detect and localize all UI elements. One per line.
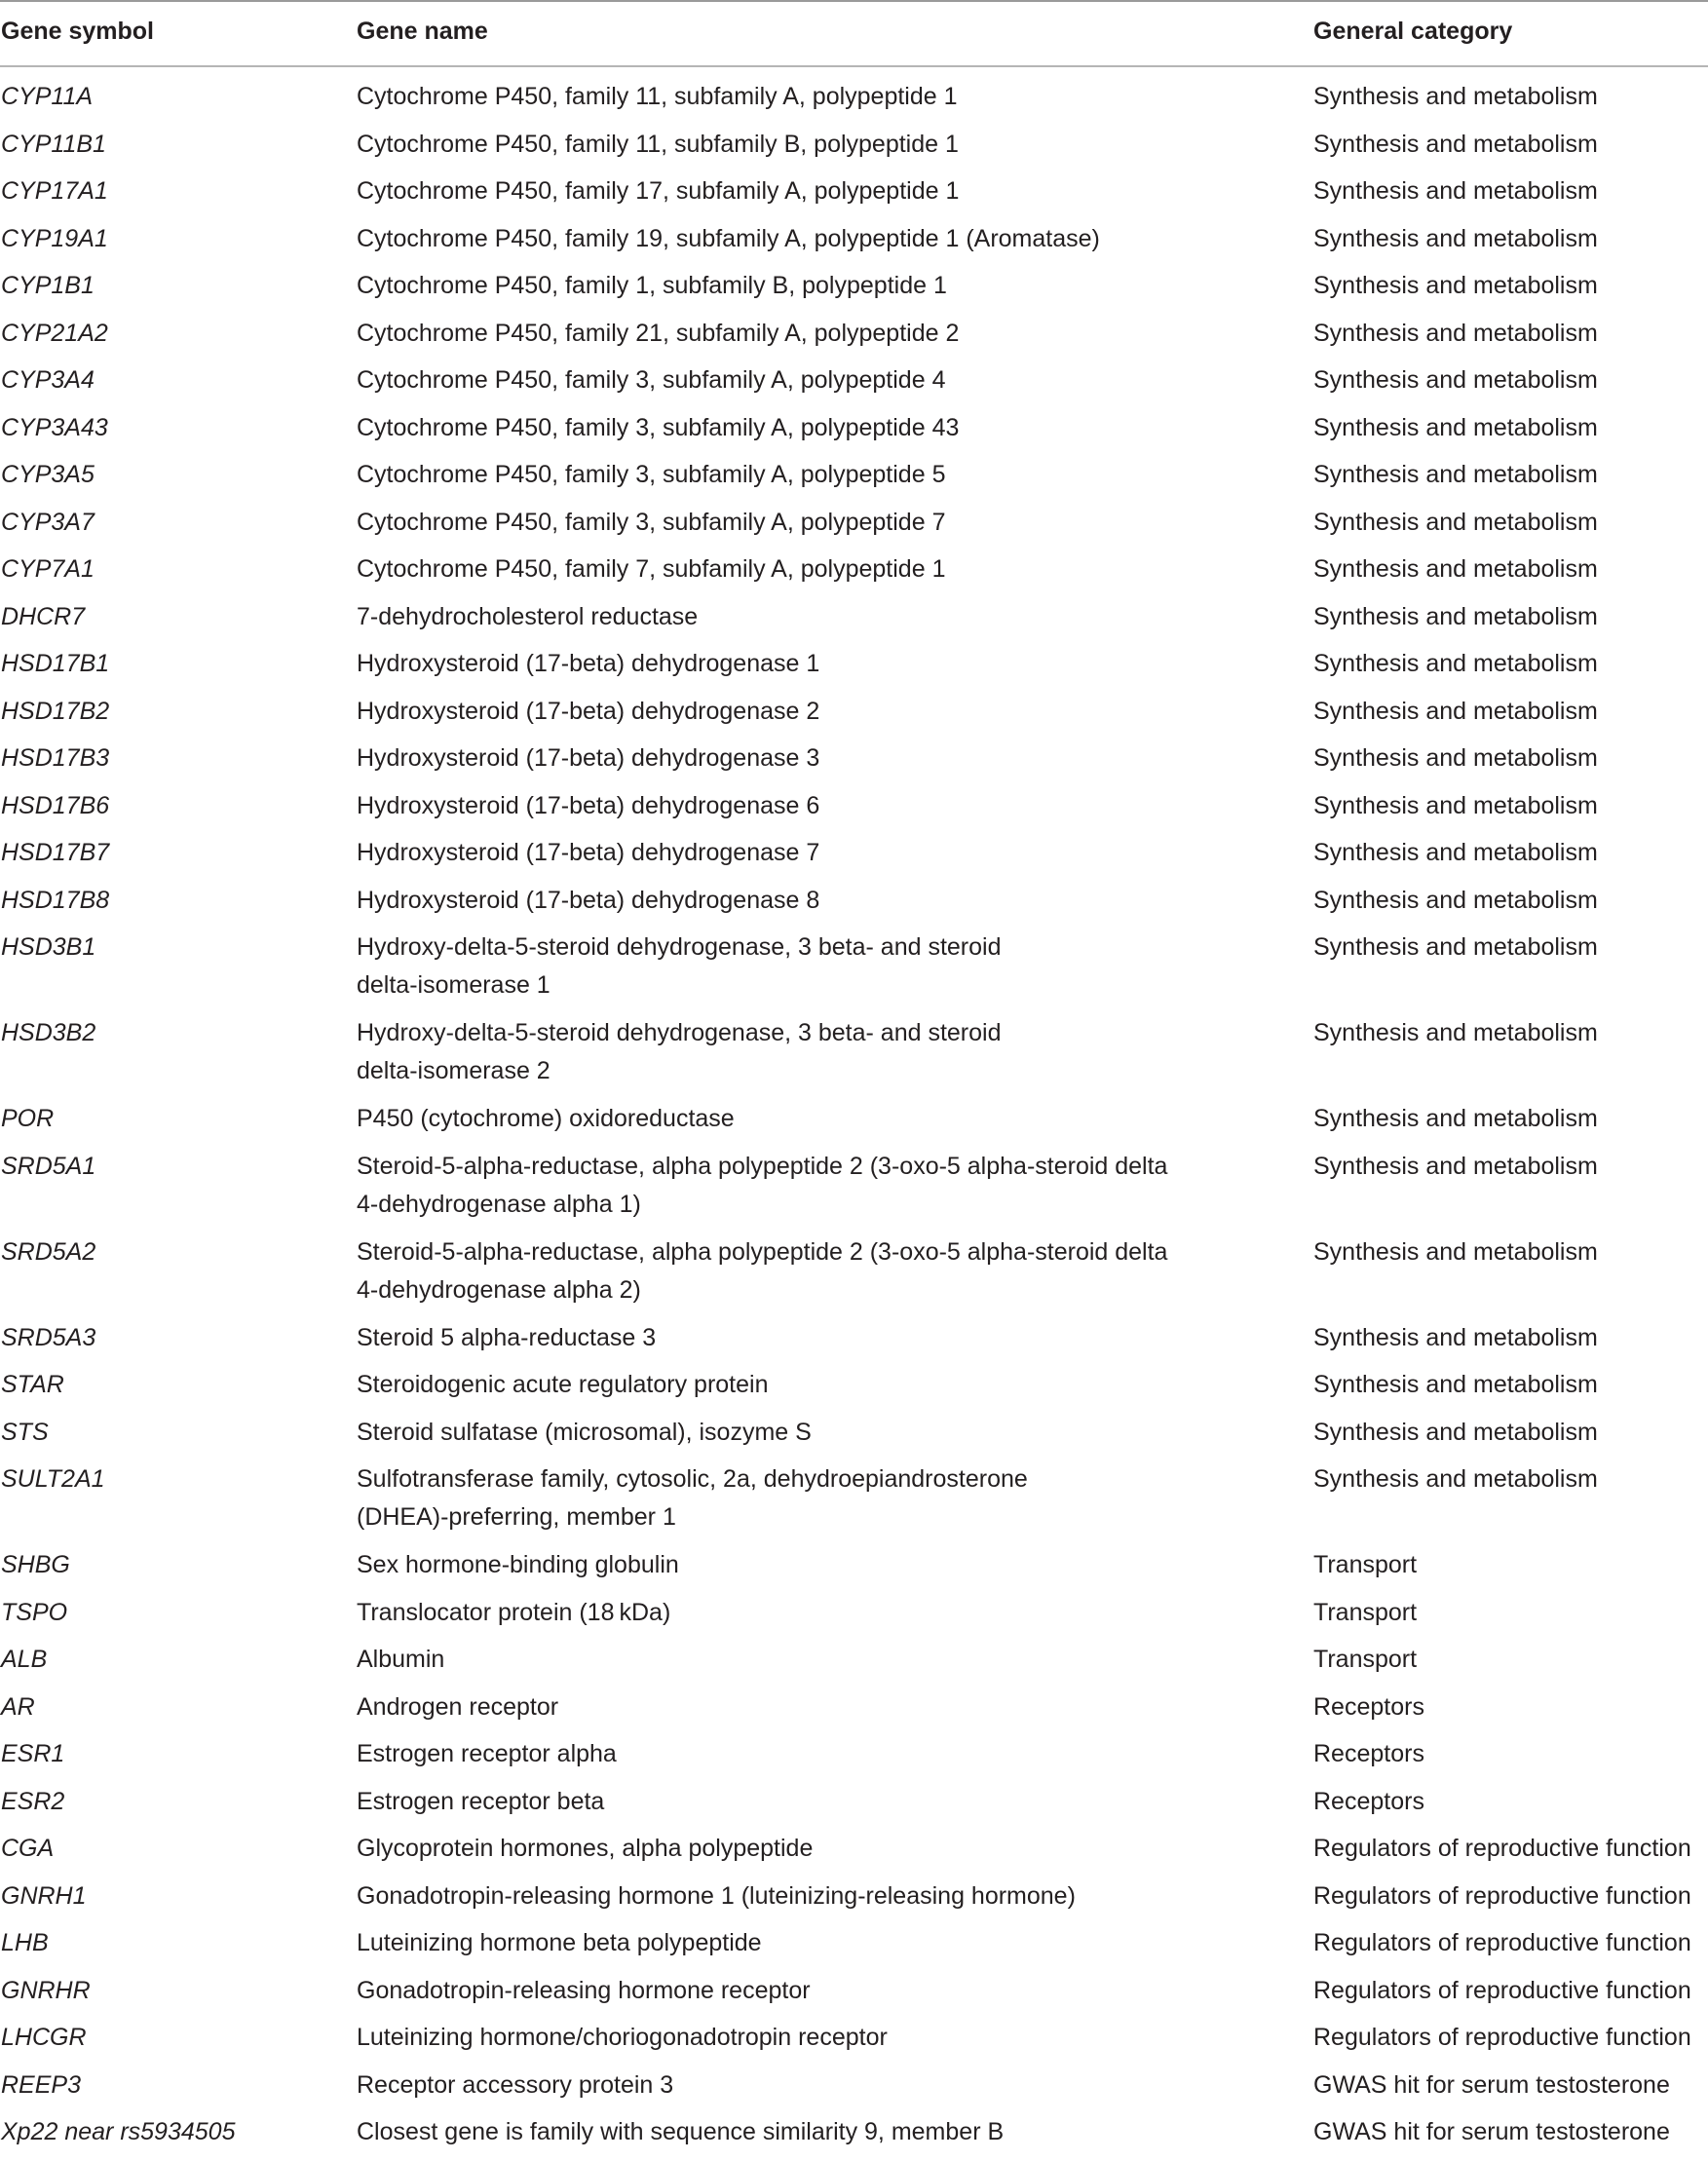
gene-name-line: Hydroxysteroid (17-beta) dehydrogenase 2 — [357, 697, 820, 725]
gene-name-line: Hydroxysteroid (17-beta) dehydrogenase 3 — [357, 744, 820, 772]
gene-name-line: Cytochrome P450, family 7, subfamily A, polypeptide 1 — [357, 555, 946, 583]
gene-symbol-cell: DHCR7 — [1, 602, 86, 630]
gene-symbol-cell: TSPO — [1, 1598, 68, 1626]
gene-name-line: Luteinizing hormone beta polypeptide — [357, 1929, 762, 1956]
gene-name-line: Receptor accessory protein 3 — [357, 2070, 674, 2099]
table-row — [0, 1641, 1708, 1688]
table-row — [0, 267, 1708, 315]
table-row — [0, 220, 1708, 268]
gene-name-line: Cytochrome P450, family 19, subfamily A, polypeptide 1 (Aromatase) — [357, 224, 1100, 252]
table-row — [0, 1366, 1708, 1414]
general-category-cell: Transport — [1313, 1551, 1418, 1578]
table-row — [0, 693, 1708, 740]
general-category-cell: Synthesis and metabolism — [1313, 413, 1598, 441]
table-row — [0, 1972, 1708, 2020]
table-row — [0, 315, 1708, 362]
gene-symbol-cell: ESR2 — [1, 1787, 65, 1815]
general-category-cell: Transport — [1313, 1598, 1418, 1626]
general-category-cell: Synthesis and metabolism — [1313, 83, 1598, 110]
gene-symbol-cell: CYP3A5 — [1, 461, 95, 488]
table-row — [0, 739, 1708, 787]
gene-symbol-cell: GNRH1 — [1, 1881, 87, 1910]
gene-symbol-cell: LHB — [1, 1929, 49, 1956]
general-category-cell: Synthesis and metabolism — [1313, 555, 1598, 583]
gene-symbol-cell: HSD17B1 — [1, 650, 110, 677]
table-row — [0, 929, 1708, 1014]
gene-name-line: Gonadotropin-releasing hormone 1 (luteinizing-releasing hormone) — [357, 1881, 1076, 1910]
gene-symbol-cell: HSD17B7 — [1, 839, 110, 866]
general-category-cell: Synthesis and metabolism — [1313, 791, 1598, 819]
table-row — [0, 1319, 1708, 1367]
table-row — [0, 645, 1708, 693]
gene-name-line: Cytochrome P450, family 1, subfamily B, polypeptide 1 — [357, 272, 947, 299]
general-category-cell: Synthesis and metabolism — [1313, 1019, 1598, 1046]
gene-name-line: Albumin — [357, 1646, 445, 1673]
table-row — [0, 1014, 1708, 1100]
gene-name-cell — [357, 1319, 1234, 1357]
gene-name-cell — [357, 1972, 1234, 2010]
gene-name-line: Hydroxy-delta-5-steroid dehydrogenase, 3 beta- and steroid — [357, 933, 1002, 961]
gene-name-line: delta-isomerase 2 — [357, 1057, 550, 1084]
general-category-cell: GWAS hit for serum testosterone — [1313, 2070, 1670, 2099]
gene-name-cell — [357, 1233, 1234, 1309]
general-category-cell: Synthesis and metabolism — [1313, 224, 1598, 252]
gene-symbol-cell: STAR — [1, 1371, 64, 1398]
general-category-cell: Synthesis and metabolism — [1313, 1371, 1598, 1398]
gene-name-cell — [357, 929, 1234, 1005]
header-gene-name: Gene name — [357, 18, 488, 45]
gene-symbol-cell: REEP3 — [1, 2070, 81, 2099]
general-category-cell: Regulators of reproductive function — [1313, 1881, 1691, 1910]
gene-name-line: Cytochrome P450, family 3, subfamily A, polypeptide 4 — [357, 366, 946, 394]
gene-name-line: delta-isomerase 1 — [357, 971, 550, 999]
table-row — [0, 504, 1708, 551]
gene-symbol-cell: AR — [1, 1692, 35, 1721]
general-category-cell: Synthesis and metabolism — [1313, 1237, 1598, 1266]
gene-name-cell — [357, 220, 1234, 258]
table-row — [0, 882, 1708, 929]
general-category-cell: Transport — [1313, 1646, 1418, 1673]
gene-symbol-cell: CYP1B1 — [1, 272, 95, 299]
gene-name-line: Hydroxysteroid (17-beta) dehydrogenase 6 — [357, 791, 820, 819]
table-row — [0, 361, 1708, 409]
general-category-cell: Synthesis and metabolism — [1313, 1152, 1598, 1180]
general-category-cell: Synthesis and metabolism — [1313, 933, 1598, 961]
gene-symbol-cell: SULT2A1 — [1, 1465, 105, 1493]
gene-name-cell — [357, 1830, 1234, 1868]
gene-name-line: Steroid-5-alpha-reductase, alpha polypeptide 2 (3-oxo-5 alpha-steroid delta — [357, 1152, 1168, 1180]
gene-name-line: Sex hormone-binding globulin — [357, 1551, 679, 1578]
gene-name-cell — [357, 550, 1234, 588]
gene-symbol-cell: GNRHR — [1, 1976, 91, 2004]
gene-name-cell — [357, 693, 1234, 731]
table-row — [0, 787, 1708, 835]
general-category-cell: GWAS hit for serum testosterone — [1313, 2118, 1670, 2145]
table-row — [0, 1100, 1708, 1148]
gene-name-line: Closest gene is family with sequence similarity 9, member B — [357, 2118, 1005, 2145]
gene-name-line: Luteinizing hormone/choriogonadotropin receptor — [357, 2024, 888, 2051]
gene-name-line: Glycoprotein hormones, alpha polypeptide — [357, 1835, 814, 1862]
gene-symbol-cell: CYP21A2 — [1, 319, 108, 347]
gene-name-line: Estrogen receptor alpha — [357, 1740, 617, 1767]
gene-name-cell — [357, 361, 1234, 399]
table-row — [0, 409, 1708, 457]
gene-symbol-cell: ALB — [1, 1646, 48, 1673]
general-category-cell: Receptors — [1313, 1787, 1424, 1815]
table-row — [0, 1735, 1708, 1783]
gene-name-line: Steroid-5-alpha-reductase, alpha polypeptide 2 (3-oxo-5 alpha-steroid delta — [357, 1237, 1168, 1266]
gene-name-line: Translocator protein (18 kDa) — [357, 1598, 671, 1626]
gene-symbol-cell: STS — [1, 1418, 49, 1446]
table-row — [0, 834, 1708, 882]
gene-name-cell — [357, 2113, 1234, 2151]
general-category-cell: Synthesis and metabolism — [1313, 1323, 1598, 1351]
gene-name-cell — [357, 315, 1234, 353]
gene-name-line: 4-dehydrogenase alpha 2) — [357, 1275, 641, 1304]
gene-name-cell — [357, 1735, 1234, 1773]
gene-name-cell — [357, 1100, 1234, 1138]
table-row — [0, 1414, 1708, 1461]
gene-symbol-cell: CYP17A1 — [1, 177, 108, 205]
gene-name-cell — [357, 504, 1234, 542]
gene-name-line: Hydroxysteroid (17-beta) dehydrogenase 1 — [357, 650, 820, 677]
gene-name-cell — [357, 1546, 1234, 1584]
gene-name-line: Estrogen receptor beta — [357, 1787, 605, 1815]
table-row — [0, 1233, 1708, 1319]
general-category-cell: Synthesis and metabolism — [1313, 602, 1598, 630]
general-category-cell: Synthesis and metabolism — [1313, 177, 1598, 205]
table-row — [0, 2113, 1708, 2161]
gene-symbol-cell: CYP11A — [1, 83, 94, 110]
general-category-cell: Synthesis and metabolism — [1313, 1465, 1598, 1493]
general-category-cell: Synthesis and metabolism — [1313, 697, 1598, 725]
table-row — [0, 172, 1708, 220]
gene-name-cell — [357, 2019, 1234, 2057]
general-category-cell: Regulators of reproductive function — [1313, 2024, 1691, 2051]
gene-name-cell — [357, 267, 1234, 305]
table-row — [0, 2019, 1708, 2066]
gene-symbol-cell: SRD5A1 — [1, 1152, 96, 1180]
gene-symbol-cell: CYP3A4 — [1, 366, 95, 394]
general-category-cell: Synthesis and metabolism — [1313, 650, 1598, 677]
gene-symbol-cell: CYP19A1 — [1, 224, 108, 252]
gene-name-cell — [357, 1148, 1234, 1224]
gene-symbol-cell: HSD3B1 — [1, 933, 96, 961]
table-row — [0, 2066, 1708, 2114]
general-category-cell: Synthesis and metabolism — [1313, 1105, 1598, 1132]
general-category-cell: Regulators of reproductive function — [1313, 1929, 1691, 1956]
gene-symbol-cell: CGA — [1, 1835, 55, 1862]
gene-name-line: Sulfotransferase family, cytosolic, 2a, dehydroepiandrosterone — [357, 1465, 1028, 1493]
gene-name-cell — [357, 456, 1234, 494]
gene-name-line: Cytochrome P450, family 3, subfamily A, polypeptide 5 — [357, 461, 946, 488]
gene-name-line: Hydroxysteroid (17-beta) dehydrogenase 7 — [357, 839, 820, 866]
gene-name-cell — [357, 1366, 1234, 1404]
gene-name-line: Steroid 5 alpha-reductase 3 — [357, 1323, 657, 1351]
gene-name-line: Hydroxy-delta-5-steroid dehydrogenase, 3 beta- and steroid — [357, 1019, 1002, 1046]
gene-symbol-cell: LHCGR — [1, 2024, 87, 2051]
general-category-cell: Synthesis and metabolism — [1313, 1418, 1598, 1446]
gene-name-line: Hydroxysteroid (17-beta) dehydrogenase 8 — [357, 886, 820, 914]
gene-name-line: Steroid sulfatase (microsomal), isozyme S — [357, 1418, 812, 1446]
gene-symbol-cell: SRD5A3 — [1, 1323, 96, 1351]
gene-name-cell — [357, 1414, 1234, 1452]
gene-symbol-cell: HSD17B2 — [1, 697, 110, 725]
gene-name-cell — [357, 78, 1234, 116]
table-row — [0, 1924, 1708, 1972]
gene-name-line: Cytochrome P450, family 3, subfamily A, polypeptide 7 — [357, 508, 946, 536]
general-category-cell: Synthesis and metabolism — [1313, 839, 1598, 866]
gene-name-cell — [357, 126, 1234, 164]
gene-name-line: Cytochrome P450, family 11, subfamily B, polypeptide 1 — [357, 130, 959, 158]
table-row — [0, 456, 1708, 504]
gene-name-cell — [357, 598, 1234, 636]
table-row — [0, 1460, 1708, 1546]
gene-name-line: 4-dehydrogenase alpha 1) — [357, 1190, 641, 1218]
table-row — [0, 1830, 1708, 1877]
gene-name-cell — [357, 1460, 1234, 1536]
table-row — [0, 1594, 1708, 1642]
gene-name-line: 7-dehydrocholesterol reductase — [357, 602, 699, 630]
general-category-cell: Synthesis and metabolism — [1313, 366, 1598, 394]
general-category-cell: Regulators of reproductive function — [1313, 1976, 1691, 2004]
gene-name-cell — [357, 1924, 1234, 1962]
header-gene-symbol: Gene symbol — [1, 18, 154, 45]
general-category-cell: Synthesis and metabolism — [1313, 272, 1598, 299]
gene-symbol-cell: HSD17B8 — [1, 886, 110, 914]
general-category-cell: Synthesis and metabolism — [1313, 886, 1598, 914]
general-category-cell: Receptors — [1313, 1740, 1424, 1767]
gene-name-cell — [357, 787, 1234, 825]
gene-symbol-cell: CYP7A1 — [1, 555, 95, 583]
table-header — [0, 2, 1708, 66]
general-category-cell: Regulators of reproductive function — [1313, 1835, 1691, 1862]
gene-symbol-cell: SHBG — [1, 1551, 70, 1578]
gene-name-line: Cytochrome P450, family 21, subfamily A, polypeptide 2 — [357, 319, 960, 347]
gene-name-cell — [357, 1594, 1234, 1632]
table-body — [0, 78, 1708, 2161]
gene-symbol-cell: POR — [1, 1105, 55, 1132]
gene-symbol-cell: ESR1 — [1, 1740, 65, 1767]
gene-symbol-cell: HSD3B2 — [1, 1019, 96, 1046]
general-category-cell: Receptors — [1313, 1692, 1424, 1721]
table-row — [0, 78, 1708, 126]
gene-name-cell — [357, 882, 1234, 920]
gene-symbol-cell: Xp22 near rs5934505 — [1, 2118, 236, 2145]
general-category-cell: Synthesis and metabolism — [1313, 461, 1598, 488]
gene-symbol-cell: SRD5A2 — [1, 1237, 96, 1266]
general-category-cell: Synthesis and metabolism — [1313, 319, 1598, 347]
gene-name-cell — [357, 172, 1234, 210]
gene-name-line: (DHEA)-preferring, member 1 — [357, 1503, 676, 1531]
gene-name-cell — [357, 1877, 1234, 1915]
gene-symbol-cell: HSD17B3 — [1, 744, 110, 772]
general-category-cell: Synthesis and metabolism — [1313, 508, 1598, 536]
table-row — [0, 1546, 1708, 1594]
table-row — [0, 1148, 1708, 1233]
table-row — [0, 1783, 1708, 1831]
gene-name-cell — [357, 645, 1234, 683]
gene-name-cell — [357, 1014, 1234, 1090]
table-row — [0, 598, 1708, 646]
table-row — [0, 1877, 1708, 1925]
header-rule — [0, 65, 1708, 67]
gene-name-cell — [357, 1641, 1234, 1679]
gene-name-line: Cytochrome P450, family 17, subfamily A, polypeptide 1 — [357, 177, 960, 205]
general-category-cell: Synthesis and metabolism — [1313, 744, 1598, 772]
gene-name-line: Cytochrome P450, family 11, subfamily A, polypeptide 1 — [357, 83, 958, 110]
gene-name-cell — [357, 739, 1234, 777]
table-row — [0, 1688, 1708, 1736]
gene-symbol-cell: CYP3A7 — [1, 508, 95, 536]
gene-name-line: Cytochrome P450, family 3, subfamily A, polypeptide 43 — [357, 413, 960, 441]
table-row — [0, 550, 1708, 598]
gene-name-line: P450 (cytochrome) oxidoreductase — [357, 1105, 735, 1132]
gene-name-cell — [357, 834, 1234, 872]
gene-name-line: Gonadotropin-releasing hormone receptor — [357, 1976, 811, 2004]
gene-symbol-cell: CYP3A43 — [1, 413, 108, 441]
gene-name-cell — [357, 409, 1234, 447]
gene-name-cell — [357, 1783, 1234, 1821]
header-general-category: General category — [1313, 18, 1513, 45]
gene-name-line: Steroidogenic acute regulatory protein — [357, 1371, 769, 1398]
table-row — [0, 126, 1708, 173]
gene-name-cell — [357, 2066, 1234, 2104]
gene-name-line: Androgen receptor — [357, 1692, 559, 1721]
gene-name-cell — [357, 1688, 1234, 1726]
general-category-cell: Synthesis and metabolism — [1313, 130, 1598, 158]
gene-symbol-cell: CYP11B1 — [1, 130, 106, 158]
gene-symbol-cell: HSD17B6 — [1, 791, 110, 819]
